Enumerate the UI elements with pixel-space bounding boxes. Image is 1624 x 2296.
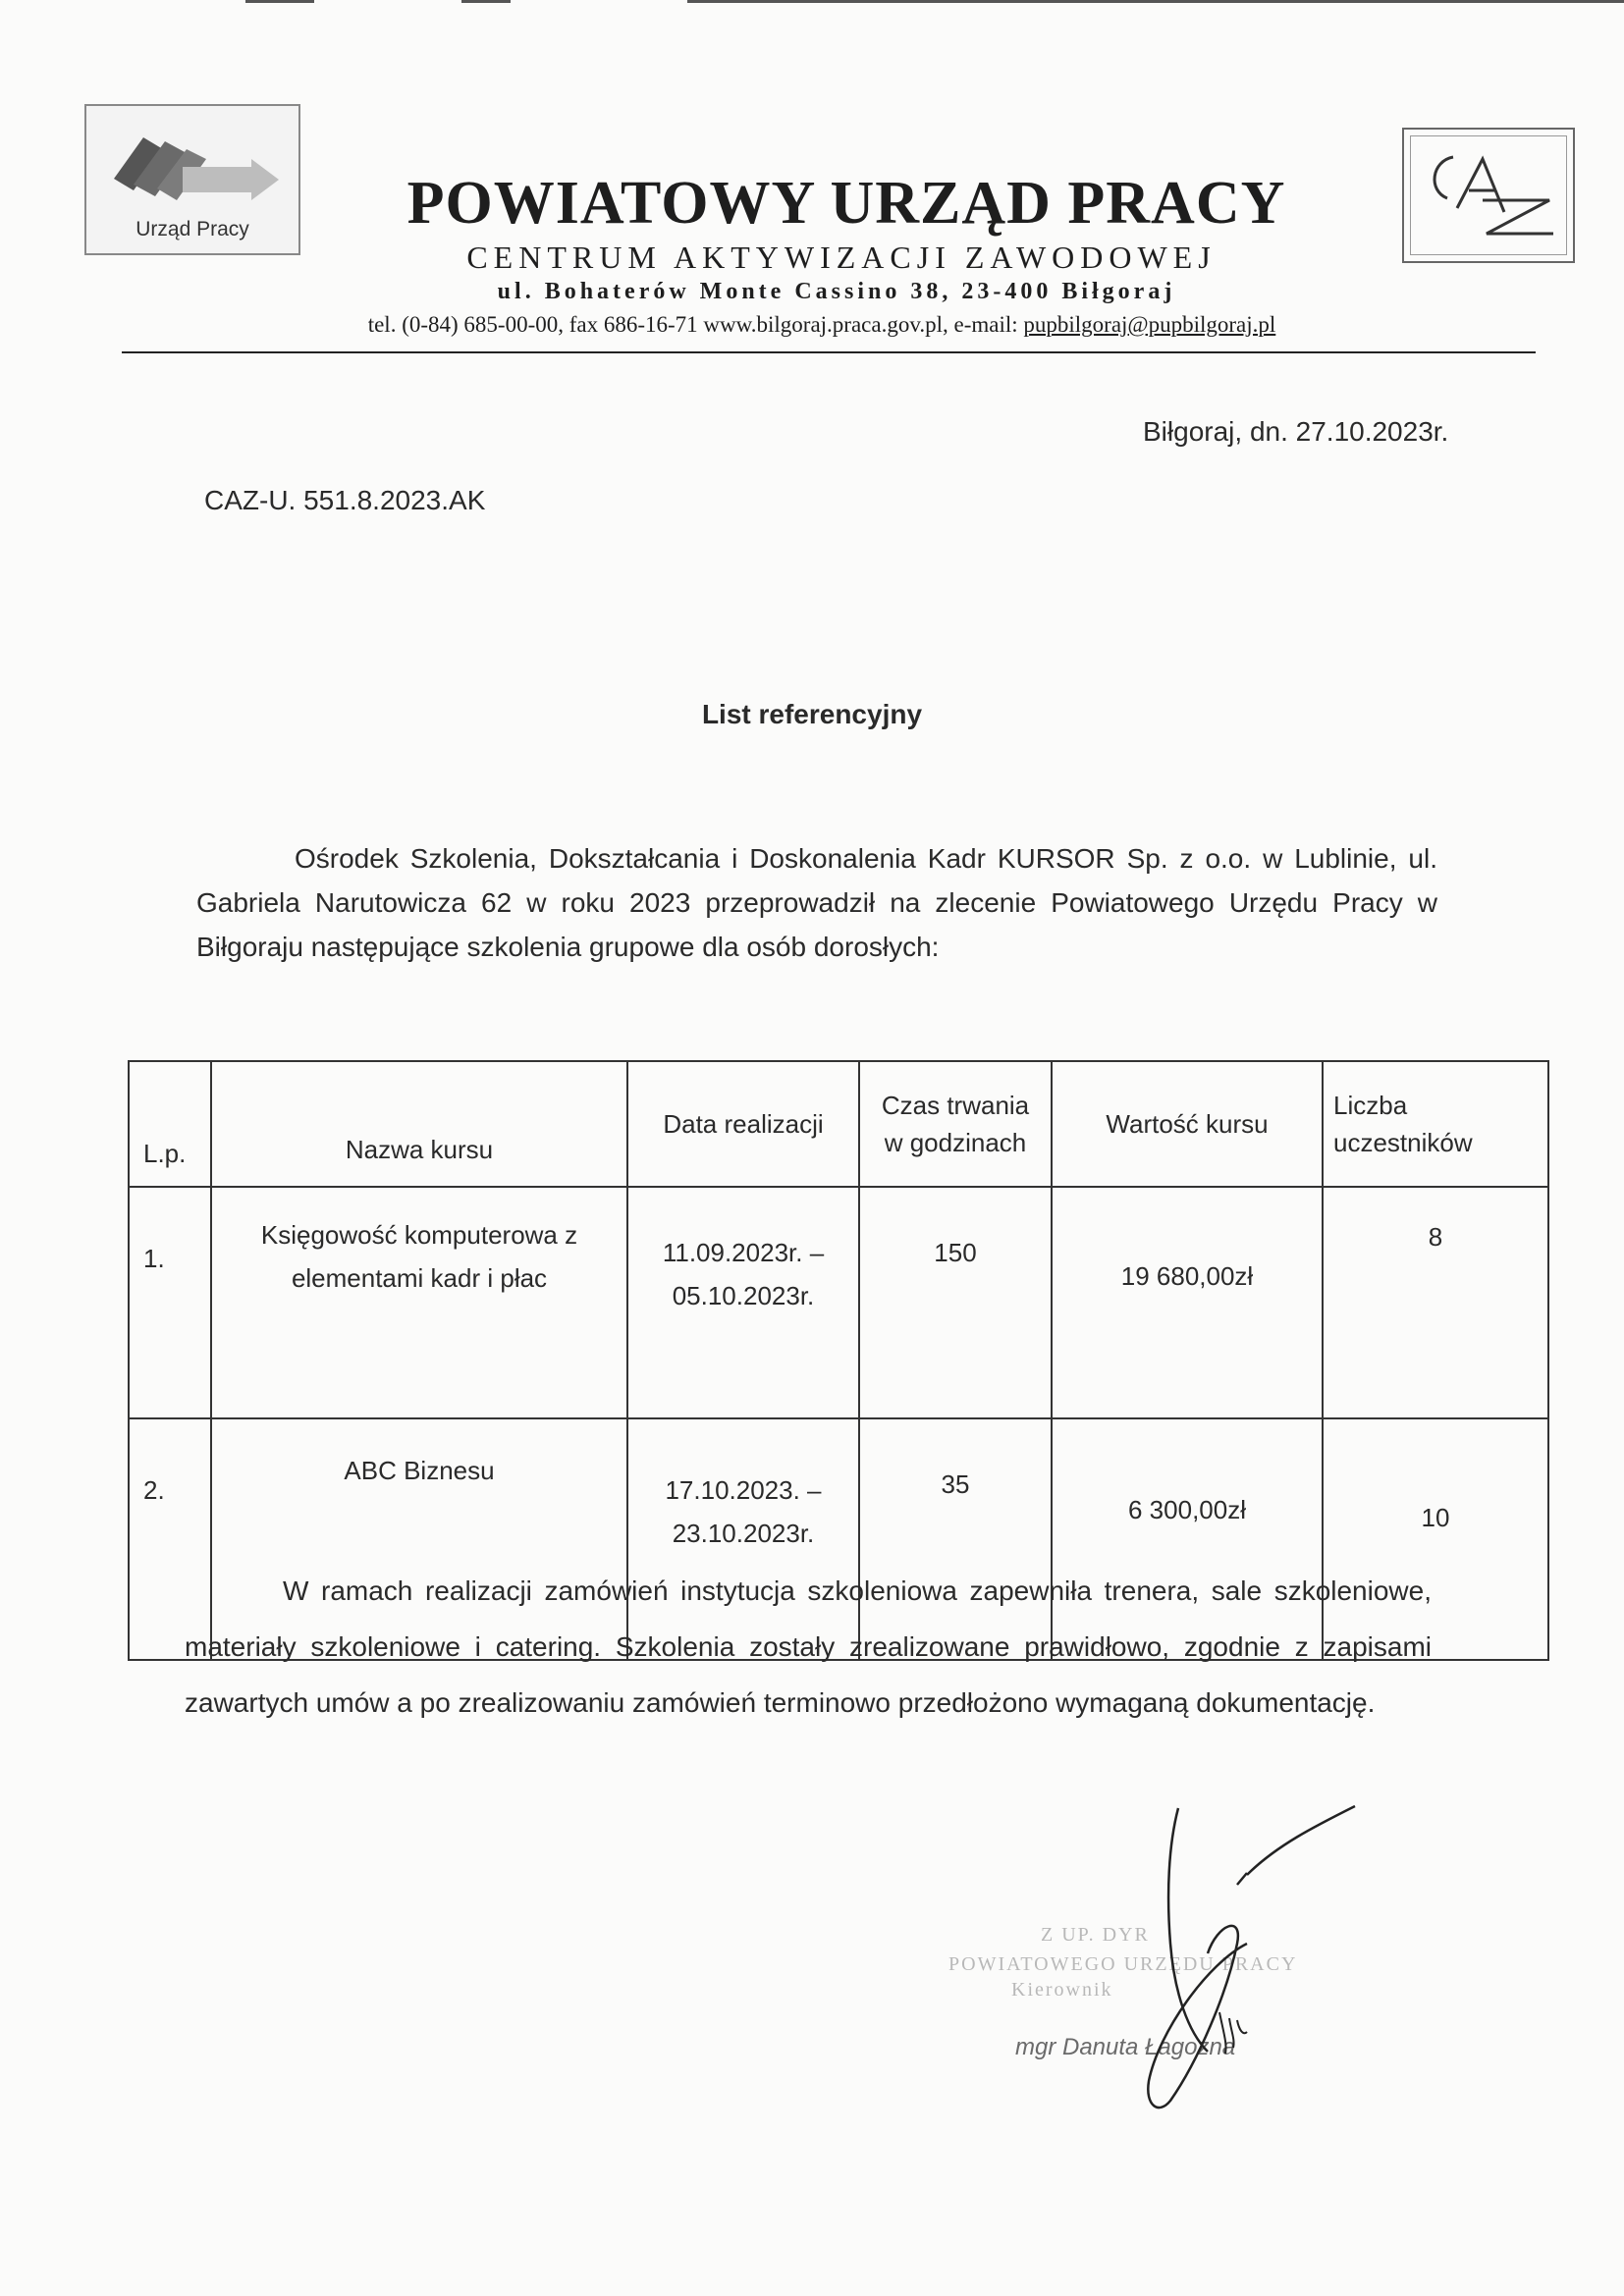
header-value: Wartość kursu (1052, 1061, 1323, 1187)
row-date: 17.10.2023. – 23.10.2023r. (627, 1418, 859, 1660)
handwritten-signature (1060, 1787, 1375, 2120)
scan-mark (687, 0, 1624, 3)
stamp-line-1: Z UP. DYR (1041, 1924, 1150, 1946)
contact-details: tel. (0-84) 685-00-00, fax 686-16-71 www.bilgoraj.praca.gov.pl, e-mail: (367, 312, 1024, 337)
row-date: 11.09.2023r. – 05.10.2023r. (627, 1187, 859, 1418)
place-and-date: Biłgoraj, dn. 27.10.2023r. (1143, 416, 1449, 447)
scan-mark (461, 0, 511, 3)
row-course-name: Księgowość komputerowa z elementami kadr i płac (211, 1187, 627, 1418)
document-title: List referencyjny (701, 699, 923, 729)
institution-subtitle: CENTRUM AKTYWIZACJI ZAWODOWEJ (466, 240, 1217, 275)
institution-address: ul. Bohaterów Monte Cassino 38, 23-400 Biłgoraj (497, 279, 1176, 304)
closing-paragraph: W ramach realizacji zamówień instytucja szkoleniowa zapewniła trenera, sale szkoleniowe, materiały szkoleniowe i catering. Szkolenia zostały zrealizowane prawidłowo, zgodnie z zapisami zawartych umów a po zrealizowaniu zamówień terminowo przedłożono wymaganą dokumentację. (185, 1575, 1432, 1718)
header-participants: Liczba uczestników (1323, 1061, 1548, 1187)
stamp-signatory-name: mgr Danuta Łagożna (1015, 2034, 1236, 2060)
institution-contact (0, 312, 1624, 338)
row-hours: 35 (859, 1418, 1052, 1660)
institution-title: POWIATOWY URZĄD PRACY (406, 170, 1286, 237)
email-link[interactable]: pupbilgoraj@pupbilgoraj.pl (1023, 312, 1276, 337)
row-participants: 10 (1323, 1418, 1548, 1660)
row-hours: 150 (859, 1187, 1052, 1418)
header-lp: L.p. (129, 1061, 211, 1187)
stamp-line-3: Kierownik (1011, 1979, 1113, 2001)
stamp-line-2: POWIATOWEGO URZĘDU PRACY (948, 1953, 1298, 1975)
logo-label: Urząd Pracy (135, 218, 249, 240)
reference-number: CAZ-U. 551.8.2023.AK (204, 485, 486, 515)
header-hours: Czas trwania w godzinach (859, 1061, 1052, 1187)
table-row (129, 1187, 1548, 1418)
table-header-row (129, 1061, 1548, 1187)
header-date: Data realizacji (627, 1061, 859, 1187)
row-value: 6 300,00zł (1052, 1418, 1323, 1660)
letterhead-divider (122, 351, 1536, 353)
row-lp: 1. (129, 1187, 211, 1418)
scan-mark (245, 0, 314, 3)
row-course-name: ABC Biznesu (211, 1418, 627, 1660)
row-lp: 2. (129, 1418, 211, 1660)
header-name: Nazwa kursu (211, 1061, 627, 1187)
row-participants: 8 (1323, 1187, 1548, 1418)
row-value: 19 680,00zł (1052, 1187, 1323, 1418)
intro-paragraph: Ośrodek Szkolenia, Dokształcania i Doskonalenia Kadr KURSOR Sp. z o.o. w Lublinie, ul. Gabriela Narutowicza 62 w roku 2023 przeprowadził na zlecenie Powiatowego Urzędu Pracy w Biłgoraju następujące szkolenia grupowe dla osób dorosłych: (196, 843, 1437, 962)
